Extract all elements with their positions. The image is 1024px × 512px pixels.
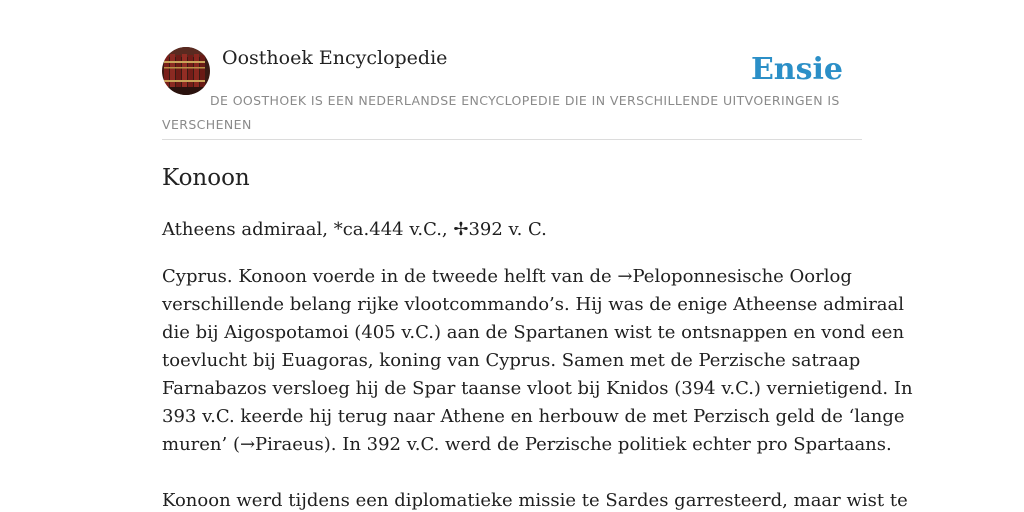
body-line: Konoon werd tijdens een diplomatieke missie te Sardes garresteerd, maar wist te (162, 490, 908, 511)
body-line: 393 v.C. keerde hij terug naar Athene en herbouw de met Perzisch geld de ‘lange (162, 406, 905, 427)
article-title: Konoon (162, 165, 250, 191)
encyclopedia-books-icon (162, 47, 210, 95)
article-summary: Atheens admiraal, *ca.444 v.C., ✢392 v. C. (162, 219, 547, 240)
body-line: die bij Aigospotamoi (405 v.C.) aan de Spartanen wist te ontsnappen en vond een (162, 322, 905, 343)
body-line: verschillende belang rijke vlootcommando’s. Hij was de enige Atheense admiraal (162, 294, 905, 315)
ensie-brand-logo[interactable]: Ensie (750, 52, 843, 87)
body-line: Farnabazos versloeg hij de Spar taanse vloot bij Knidos (394 v.C.) vernietigend. In (162, 378, 913, 399)
paragraph-gap (162, 459, 872, 487)
body-line: Cyprus. Konoon voerde in de tweede helft van de →Peloponnesische Oorlog (162, 266, 852, 287)
site-avatar[interactable] (162, 47, 210, 95)
body-line: toevlucht bij Euagoras, koning van Cyprus. Samen met de Perzische satraap (162, 350, 861, 371)
body-line: muren’ (→Piraeus). In 392 v.C. werd de Perzische politiek echter pro Spartaans. (162, 434, 892, 455)
site-tagline: DE OOSTHOEK IS EEN NEDERLANDSE ENCYCLOPEDIE DIE IN VERSCHILLENDE UITVOERINGEN IS VERSCHENEN (162, 93, 840, 132)
article-body (162, 263, 913, 512)
site-name-link[interactable]: Oosthoek Encyclopedie (222, 47, 448, 69)
header-divider (162, 139, 862, 140)
